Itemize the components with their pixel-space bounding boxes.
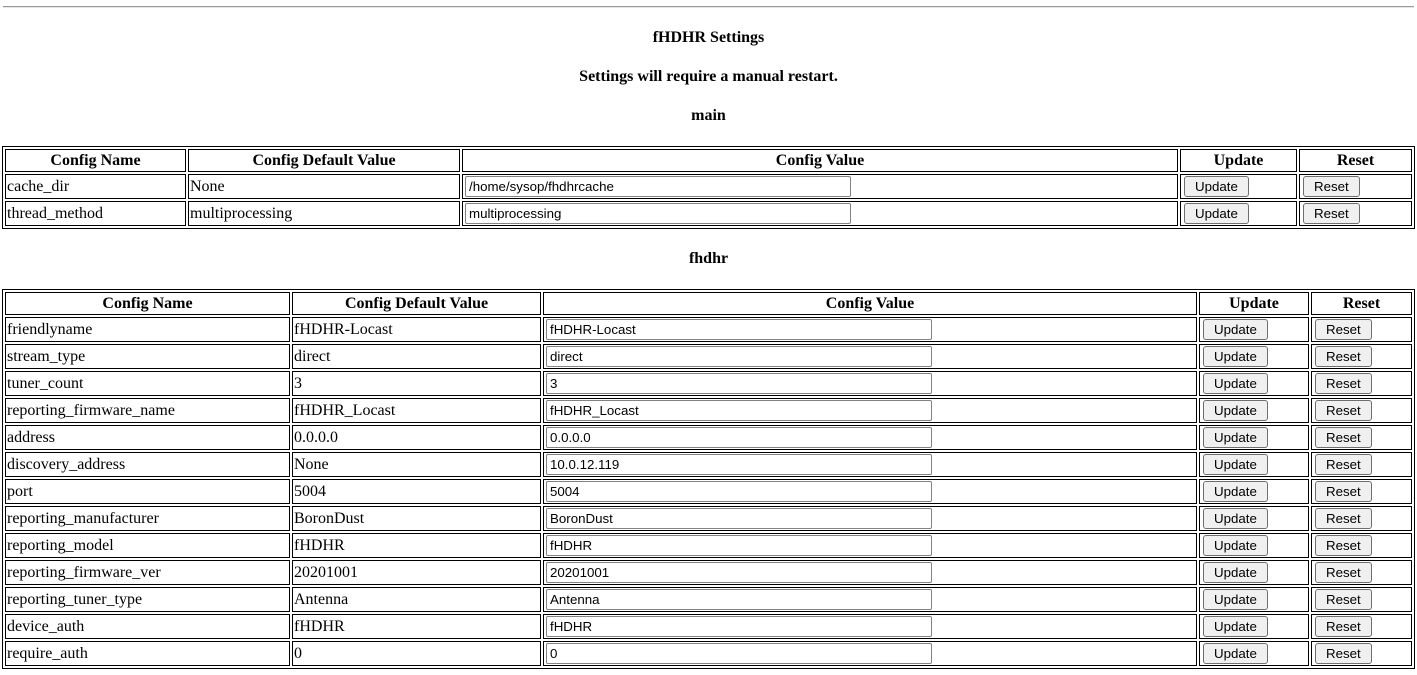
- section-heading: fhdhr: [688, 250, 729, 267]
- update-button[interactable]: Update: [1203, 535, 1268, 556]
- config-value-input[interactable]: [546, 319, 932, 340]
- reset-cell: [1311, 371, 1412, 396]
- update-button[interactable]: Update: [1203, 454, 1268, 475]
- update-button[interactable]: Update: [1203, 400, 1268, 421]
- table-header-row: [5, 292, 1412, 315]
- config-value-cell: [543, 506, 1197, 531]
- column-header: Update: [1180, 149, 1297, 172]
- config-default-value-cell: None: [292, 452, 541, 477]
- config-default-value-cell: fHDHR_Locast: [292, 398, 541, 423]
- reset-cell: [1311, 506, 1412, 531]
- column-header: Config Default Value: [188, 149, 460, 172]
- config-value-input[interactable]: [546, 589, 932, 610]
- config-value-cell: [543, 614, 1197, 639]
- update-button[interactable]: Update: [1184, 203, 1249, 224]
- column-header: Config Default Value: [292, 292, 541, 315]
- reset-button[interactable]: Reset: [1315, 481, 1372, 502]
- config-name-cell: reporting_firmware_ver: [5, 560, 290, 585]
- config-name-cell: discovery_address: [5, 452, 290, 477]
- config-value-cell: [462, 174, 1178, 199]
- reset-cell: [1311, 560, 1412, 585]
- config-table: [2, 289, 1415, 669]
- config-table: [2, 146, 1415, 229]
- config-default-value-cell: fHDHR: [292, 614, 541, 639]
- update-button[interactable]: Update: [1203, 373, 1268, 394]
- update-cell: [1199, 317, 1309, 342]
- config-row: [5, 344, 1412, 369]
- update-button[interactable]: Update: [1203, 427, 1268, 448]
- update-button[interactable]: Update: [1203, 481, 1268, 502]
- update-cell: [1180, 201, 1297, 226]
- update-cell: [1180, 174, 1297, 199]
- config-row: [5, 533, 1412, 558]
- config-value-input[interactable]: [546, 373, 932, 394]
- config-name-cell: thread_method: [5, 201, 186, 226]
- column-header: Config Name: [5, 292, 290, 315]
- reset-button[interactable]: Reset: [1315, 616, 1372, 637]
- reset-button[interactable]: Reset: [1315, 346, 1372, 367]
- config-value-cell: [462, 201, 1178, 226]
- table-header-row: [5, 149, 1412, 172]
- config-name-cell: cache_dir: [5, 174, 186, 199]
- config-value-cell: [543, 479, 1197, 504]
- config-value-input[interactable]: [546, 643, 932, 664]
- config-row: [5, 452, 1412, 477]
- reset-button[interactable]: Reset: [1303, 203, 1360, 224]
- config-name-cell: require_auth: [5, 641, 290, 666]
- config-name-cell: reporting_manufacturer: [5, 506, 290, 531]
- update-cell: [1199, 452, 1309, 477]
- column-header: Reset: [1299, 149, 1412, 172]
- config-value-input[interactable]: [546, 454, 932, 475]
- config-row: [5, 174, 1412, 199]
- config-value-input[interactable]: [465, 176, 851, 197]
- config-value-cell: [543, 452, 1197, 477]
- reset-cell: [1311, 533, 1412, 558]
- reset-cell: [1311, 398, 1412, 423]
- reset-button[interactable]: Reset: [1315, 562, 1372, 583]
- update-cell: [1199, 533, 1309, 558]
- update-cell: [1199, 614, 1309, 639]
- reset-button[interactable]: Reset: [1315, 427, 1372, 448]
- config-value-cell: [543, 317, 1197, 342]
- config-default-value-cell: BoronDust: [292, 506, 541, 531]
- config-value-input[interactable]: [546, 427, 932, 448]
- reset-button[interactable]: Reset: [1315, 454, 1372, 475]
- update-cell: [1199, 425, 1309, 450]
- update-button[interactable]: Update: [1184, 176, 1249, 197]
- update-button[interactable]: Update: [1203, 319, 1268, 340]
- config-default-value-cell: multiprocessing: [188, 201, 460, 226]
- reset-button[interactable]: Reset: [1315, 643, 1372, 664]
- reset-button[interactable]: Reset: [1315, 589, 1372, 610]
- config-default-value-cell: direct: [292, 344, 541, 369]
- update-cell: [1199, 560, 1309, 585]
- config-value-input[interactable]: [546, 562, 932, 583]
- settings-sections: [2, 107, 1415, 669]
- config-name-cell: device_auth: [5, 614, 290, 639]
- config-value-input[interactable]: [546, 400, 932, 421]
- section-heading: main: [691, 107, 726, 124]
- reset-button[interactable]: Reset: [1315, 508, 1372, 529]
- reset-cell: [1311, 614, 1412, 639]
- config-row: [5, 425, 1412, 450]
- column-header: Reset: [1311, 292, 1412, 315]
- config-value-input[interactable]: [546, 535, 932, 556]
- settings-section: [2, 250, 1415, 669]
- config-row: [5, 641, 1412, 666]
- config-row: [5, 317, 1412, 342]
- config-default-value-cell: 0.0.0.0: [292, 425, 541, 450]
- update-cell: [1199, 506, 1309, 531]
- reset-cell: [1311, 587, 1412, 612]
- update-cell: [1199, 398, 1309, 423]
- page-subtitle: Settings will require a manual restart.: [579, 68, 838, 85]
- config-name-cell: friendlyname: [5, 317, 290, 342]
- update-cell: [1199, 479, 1309, 504]
- column-header: Update: [1199, 292, 1309, 315]
- update-button[interactable]: Update: [1203, 562, 1268, 583]
- column-header: Config Value: [543, 292, 1197, 315]
- config-name-cell: reporting_tuner_type: [5, 587, 290, 612]
- config-value-cell: [543, 398, 1197, 423]
- reset-button[interactable]: Reset: [1315, 319, 1372, 340]
- column-header: Config Value: [462, 149, 1178, 172]
- config-row: [5, 560, 1412, 585]
- config-value-input[interactable]: [546, 346, 932, 367]
- config-default-value-cell: Antenna: [292, 587, 541, 612]
- update-cell: [1199, 641, 1309, 666]
- config-name-cell: stream_type: [5, 344, 290, 369]
- settings-section: [2, 107, 1415, 229]
- config-row: [5, 614, 1412, 639]
- config-default-value-cell: 3: [292, 371, 541, 396]
- reset-cell: [1299, 174, 1412, 199]
- config-row: [5, 371, 1412, 396]
- config-default-value-cell: fHDHR: [292, 533, 541, 558]
- config-default-value-cell: 20201001: [292, 560, 541, 585]
- reset-button[interactable]: Reset: [1315, 373, 1372, 394]
- update-button[interactable]: Update: [1203, 643, 1268, 664]
- reset-cell: [1311, 479, 1412, 504]
- config-value-cell: [543, 371, 1197, 396]
- config-default-value-cell: fHDHR-Locast: [292, 317, 541, 342]
- config-name-cell: port: [5, 479, 290, 504]
- config-value-input[interactable]: [465, 203, 851, 224]
- update-cell: [1199, 344, 1309, 369]
- reset-button[interactable]: Reset: [1315, 535, 1372, 556]
- config-value-cell: [543, 533, 1197, 558]
- config-default-value-cell: None: [188, 174, 460, 199]
- config-value-input[interactable]: [546, 481, 932, 502]
- config-value-cell: [543, 425, 1197, 450]
- config-value-cell: [543, 344, 1197, 369]
- update-cell: [1199, 587, 1309, 612]
- reset-cell: [1299, 201, 1412, 226]
- reset-cell: [1311, 317, 1412, 342]
- config-value-cell: [543, 587, 1197, 612]
- reset-button[interactable]: Reset: [1315, 400, 1372, 421]
- update-button[interactable]: Update: [1203, 346, 1268, 367]
- update-button[interactable]: Update: [1203, 508, 1268, 529]
- config-default-value-cell: 0: [292, 641, 541, 666]
- config-name-cell: reporting_model: [5, 533, 290, 558]
- page-title: fHDHR Settings: [652, 29, 765, 46]
- config-default-value-cell: 5004: [292, 479, 541, 504]
- update-button[interactable]: Update: [1203, 616, 1268, 637]
- reset-cell: [1311, 641, 1412, 666]
- update-cell: [1199, 371, 1309, 396]
- config-row: [5, 506, 1412, 531]
- config-row: [5, 398, 1412, 423]
- config-row: [5, 587, 1412, 612]
- reset-button[interactable]: Reset: [1303, 176, 1360, 197]
- config-value-cell: [543, 641, 1197, 666]
- config-value-cell: [543, 560, 1197, 585]
- reset-cell: [1311, 452, 1412, 477]
- config-value-input[interactable]: [546, 616, 932, 637]
- config-name-cell: reporting_firmware_name: [5, 398, 290, 423]
- config-name-cell: tuner_count: [5, 371, 290, 396]
- update-button[interactable]: Update: [1203, 589, 1268, 610]
- config-name-cell: address: [5, 425, 290, 450]
- config-row: [5, 479, 1412, 504]
- config-value-input[interactable]: [546, 508, 932, 529]
- config-row: [5, 201, 1412, 226]
- top-divider: [3, 6, 1414, 8]
- reset-cell: [1311, 344, 1412, 369]
- reset-cell: [1311, 425, 1412, 450]
- column-header: Config Name: [5, 149, 186, 172]
